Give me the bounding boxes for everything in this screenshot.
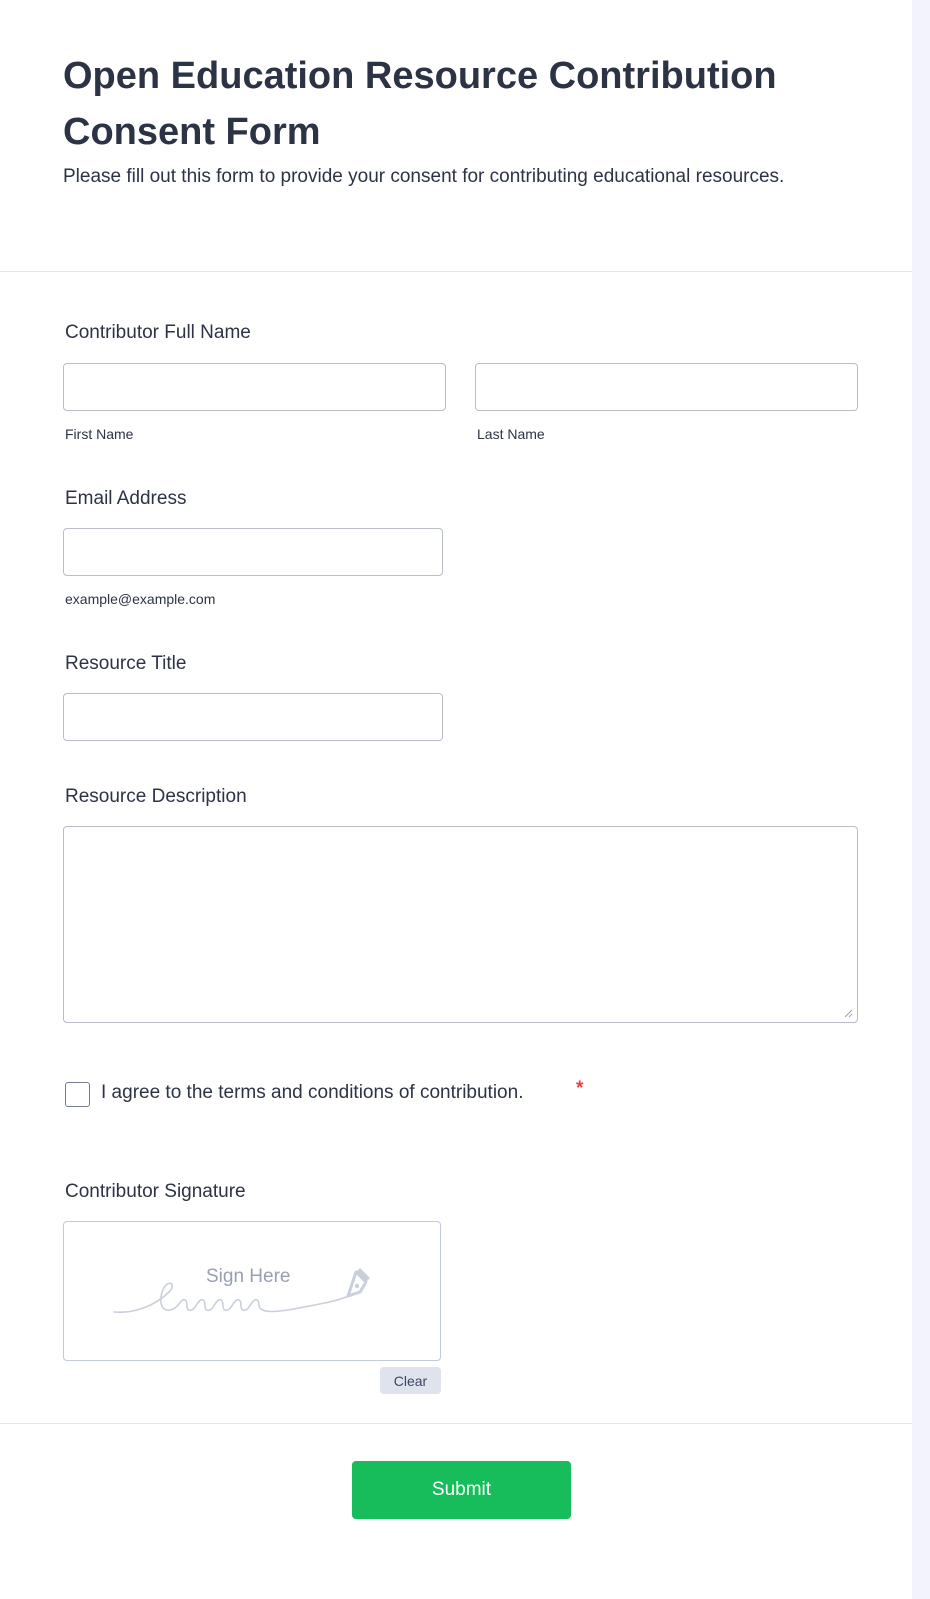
footer-divider [0, 1423, 912, 1424]
page-subtitle: Please fill out this form to provide your consent for contributing educational resources. [63, 166, 785, 187]
email-sublabel: example@example.com [65, 591, 216, 607]
resource-title-input[interactable] [63, 693, 443, 741]
form-header [0, 0, 912, 272]
email-input[interactable] [63, 528, 443, 576]
clear-signature-button[interactable]: Clear [380, 1367, 441, 1394]
first-name-input[interactable] [63, 363, 446, 411]
resource-description-textarea[interactable] [63, 826, 858, 1023]
signature-label: Contributor Signature [65, 1181, 246, 1202]
signature-placeholder: Sign Here [206, 1266, 291, 1287]
required-mark: * [576, 1078, 584, 1099]
resource-description-label: Resource Description [65, 786, 247, 807]
terms-label[interactable]: I agree to the terms and conditions of contribution. [101, 1082, 524, 1103]
signature-pad[interactable] [63, 1221, 441, 1361]
page-title: Open Education Resource Contribution Consent Form [63, 55, 777, 153]
last-name-input[interactable] [475, 363, 858, 411]
resize-grip-icon[interactable] [843, 1008, 853, 1018]
resource-title-label: Resource Title [65, 653, 187, 674]
submit-button[interactable]: Submit [352, 1461, 571, 1519]
email-label: Email Address [65, 488, 187, 509]
terms-checkbox[interactable] [65, 1082, 90, 1107]
pen-nib-icon [348, 1268, 370, 1296]
first-name-sublabel: First Name [65, 426, 134, 442]
last-name-sublabel: Last Name [477, 426, 545, 442]
full-name-label: Contributor Full Name [65, 322, 251, 343]
